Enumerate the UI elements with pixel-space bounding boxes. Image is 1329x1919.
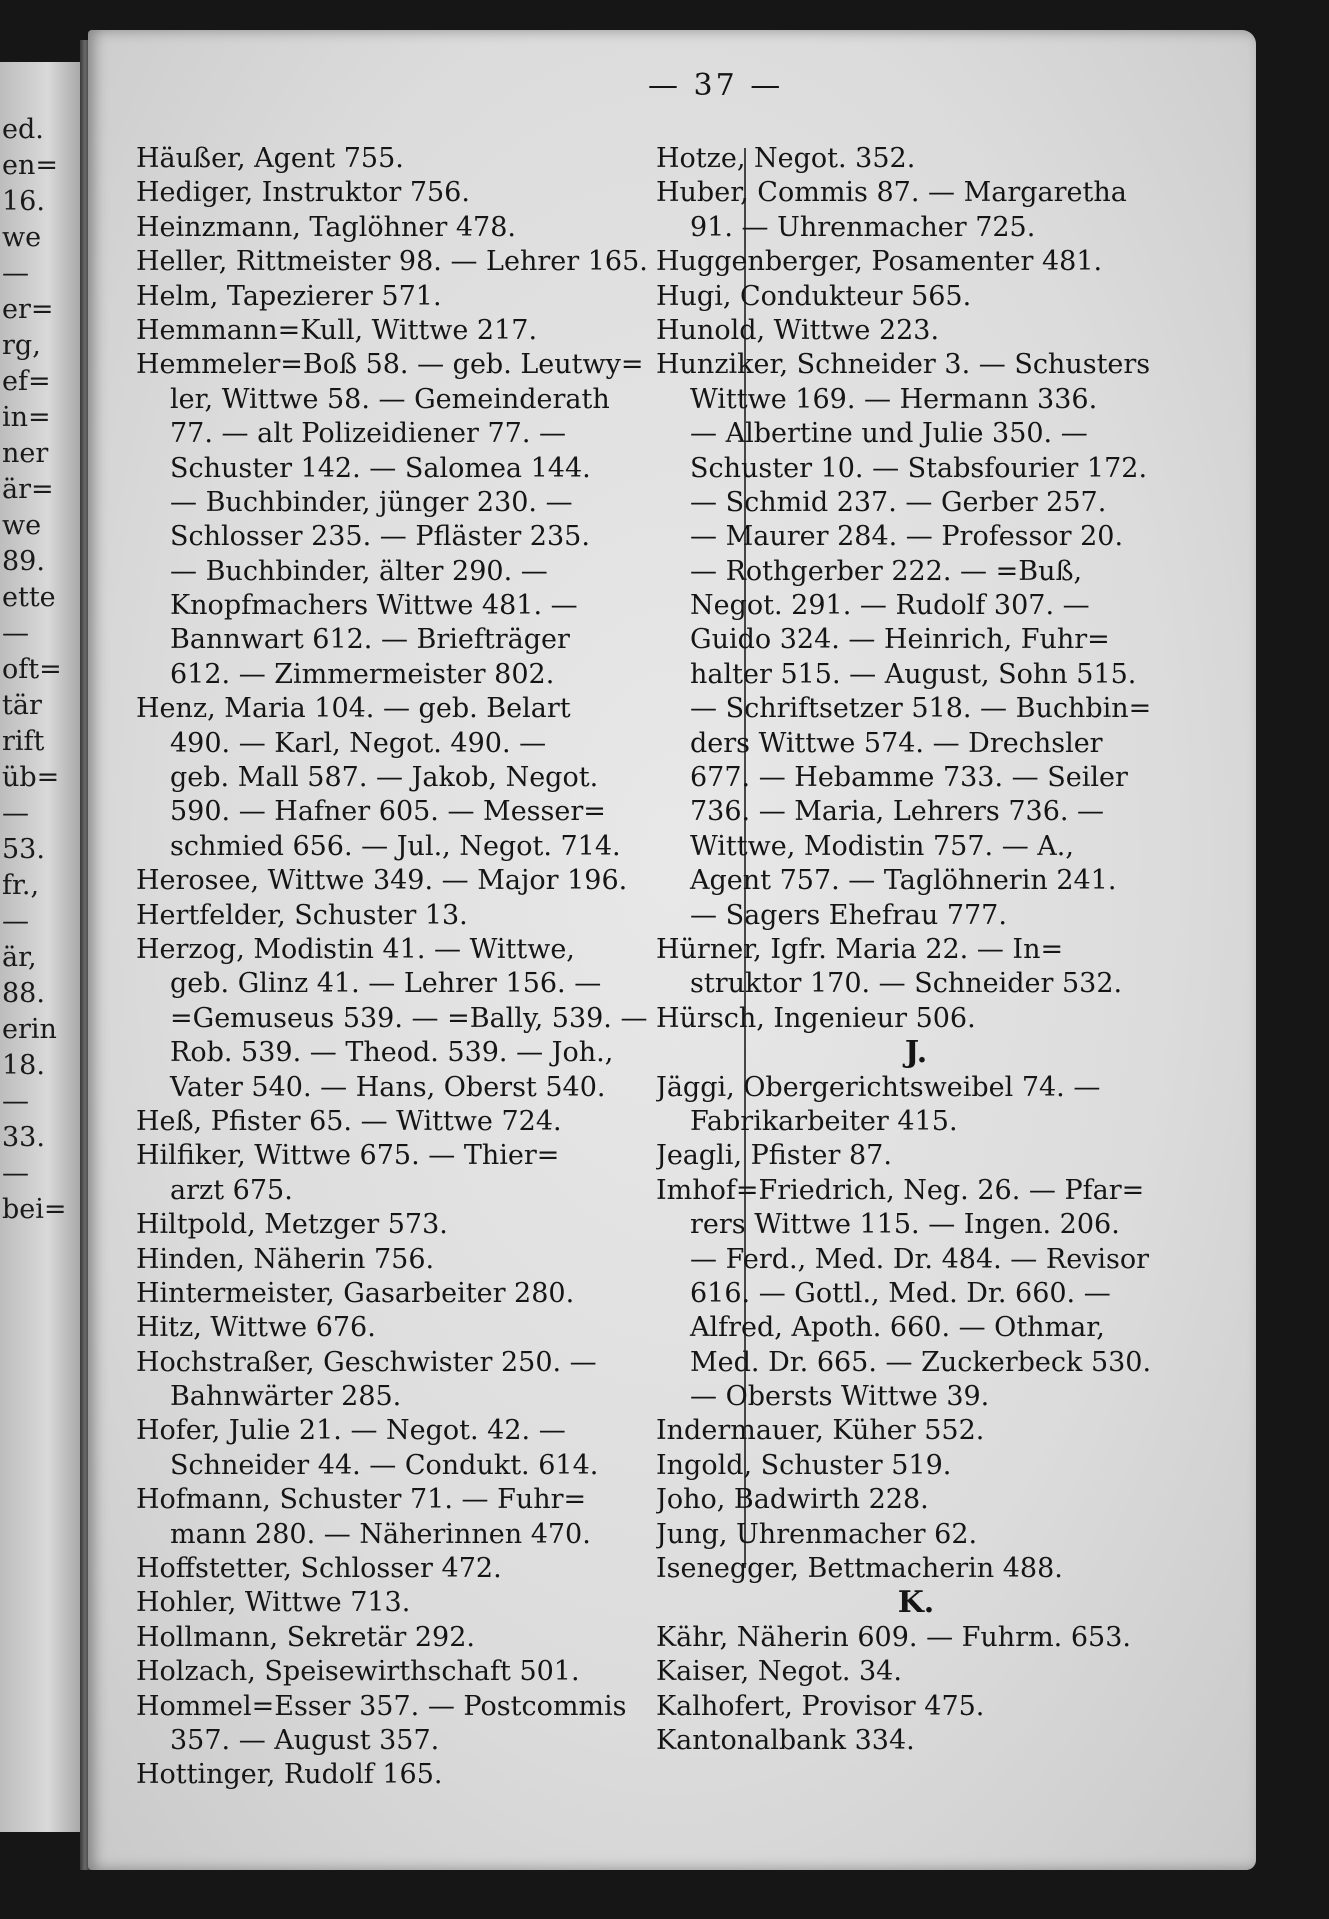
directory-entry: Kaiser, Negot. 34. — [656, 1656, 902, 1688]
directory-entry: Hofer, Julie 21. — Negot. 42. — — [136, 1415, 566, 1447]
left-page-fragment: är, — [2, 942, 37, 973]
left-page-fragment: we — [2, 510, 42, 541]
left-page-edge — [0, 62, 80, 1832]
directory-entry: Hiltpold, Metzger 573. — [136, 1209, 448, 1241]
directory-entry: — Ferd., Med. Dr. 484. — Revisor — [690, 1243, 1150, 1275]
directory-entry: =Gemuseus 539. — =Bally, 539. — — [170, 1002, 648, 1034]
directory-entry: Schlosser 235. — Pfläster 235. — [170, 521, 590, 553]
directory-entry: 91. — Uhrenmacher 725. — [690, 211, 1036, 243]
directory-entry: Med. Dr. 665. — Zuckerbeck 530. — [690, 1346, 1152, 1378]
directory-entry: — Rothgerber 222. — =Buß, — [690, 555, 1083, 587]
directory-entry: Hochstraßer, Geschwister 250. — — [136, 1346, 597, 1378]
directory-entry: Agent 757. — Taglöhnerin 241. — [690, 865, 1117, 897]
directory-entry: Hommel=Esser 357. — Postcommis — [136, 1690, 627, 1722]
directory-entry: rers Wittwe 115. — Ingen. 206. — [690, 1209, 1120, 1241]
directory-entry: — Albertine und Julie 350. — — [690, 418, 1088, 450]
left-column — [136, 142, 656, 1793]
directory-entry: Ingold, Schuster 519. — [656, 1449, 952, 1481]
left-page-fragment: in= — [2, 402, 51, 433]
directory-entry: geb. Glinz 41. — Lehrer 156. — — [170, 968, 602, 1000]
left-page-fragment: är= — [2, 474, 54, 505]
directory-entry: — Sagers Ehefrau 777. — [690, 899, 1007, 931]
directory-entry: 677. — Hebamme 733. — Seiler — [690, 762, 1128, 794]
directory-entry: mann 280. — Näherinnen 470. — [170, 1518, 591, 1550]
directory-entry: Häußer, Agent 755. — [136, 143, 404, 174]
directory-entry: 490. — Karl, Negot. 490. — — [170, 727, 547, 759]
left-page-fragment: 88. — [2, 978, 45, 1009]
directory-entry: — Buchbinder, älter 290. — — [170, 555, 548, 587]
directory-entry: Hemmann=Kull, Wittwe 217. — [136, 314, 538, 346]
directory-entry: Hottinger, Rudolf 165. — [136, 1759, 443, 1791]
left-page-fragment: 89. — [2, 546, 45, 577]
directory-entry: Hilfiker, Wittwe 675. — Thier= — [136, 1140, 560, 1172]
directory-entry: Hürsch, Ingenieur 506. — [656, 1002, 976, 1034]
directory-entry: Guido 324. — Heinrich, Fuhr= — [690, 624, 1110, 656]
left-page-fragment: en= — [2, 150, 58, 181]
right-column — [656, 142, 1176, 1758]
left-page-fragment: — — [2, 1086, 29, 1117]
directory-entry: Henz, Maria 104. — geb. Belart — [136, 693, 571, 725]
directory-entry: — Schriftsetzer 518. — Buchbin= — [690, 693, 1152, 725]
directory-entry: Hollmann, Sekretär 292. — [136, 1621, 475, 1653]
directory-entry: Hotze, Negot. 352. — [656, 143, 916, 174]
directory-entry: Hugi, Condukteur 565. — [656, 280, 972, 312]
directory-entry: Imhof=Friedrich, Neg. 26. — Pfar= — [656, 1174, 1145, 1206]
directory-entry: Knopfmachers Wittwe 481. — — [170, 590, 578, 622]
directory-entry: 357. — August 357. — [170, 1724, 440, 1756]
directory-entry: Isenegger, Bettmacherin 488. — [656, 1553, 1063, 1585]
directory-entry: 590. — Hafner 605. — Messer= — [170, 796, 606, 828]
left-page-fragment: — — [2, 906, 29, 937]
directory-entry: Herosee, Wittwe 349. — Major 196. — [136, 865, 628, 897]
directory-entry: halter 515. — August, Sohn 515. — [690, 658, 1137, 690]
left-page-fragment: ette — [2, 582, 56, 613]
directory-entry: Jäggi, Obergerichtsweibel 74. — — [656, 1071, 1101, 1103]
directory-entry: Bannwart 612. — Briefträger — [170, 624, 570, 656]
left-page-fragment: ed. — [2, 114, 44, 145]
directory-entry: ders Wittwe 574. — Drechsler — [690, 727, 1103, 759]
directory-entry: Hemmeler=Boß 58. — geb. Leutwy= — [136, 349, 644, 381]
left-page-fragment: rift — [2, 726, 45, 757]
directory-entry: Vater 540. — Hans, Oberst 540. — [170, 1071, 606, 1103]
directory-entry: Jeagli, Pfister 87. — [656, 1140, 892, 1172]
directory-entry: ler, Wittwe 58. — Gemeinderath — [170, 383, 610, 415]
directory-entry: — Maurer 284. — Professor 20. — [690, 521, 1124, 553]
left-page-fragment: fr., — [2, 870, 40, 901]
directory-entry: Negot. 291. — Rudolf 307. — — [690, 590, 1090, 622]
directory-entry: arzt 675. — [170, 1174, 293, 1206]
left-page-fragment: oft= — [2, 654, 62, 685]
directory-page — [88, 30, 1256, 1870]
left-page-fragment: 53. — [2, 834, 45, 865]
left-page-fragment: üb= — [2, 762, 60, 793]
directory-entry: 616. — Gottl., Med. Dr. 660. — — [690, 1277, 1111, 1309]
directory-entry: Hinden, Näherin 756. — [136, 1243, 435, 1275]
directory-entry: Hofmann, Schuster 71. — Fuhr= — [136, 1484, 587, 1516]
left-page-fragment: rg, — [2, 330, 41, 361]
directory-entry: Hediger, Instruktor 756. — [136, 177, 470, 209]
directory-entry: Huber, Commis 87. — Margaretha — [656, 177, 1127, 209]
left-page-fragment: 33. — [2, 1122, 45, 1153]
left-page-fragment: — — [2, 798, 29, 829]
left-page-fragment: 18. — [2, 1050, 45, 1081]
directory-entry: — Schmid 237. — Gerber 257. — [690, 486, 1107, 518]
left-page-fragment: — — [2, 1158, 29, 1189]
left-page-fragment: ner — [2, 438, 49, 469]
directory-entry: Kalhofert, Provisor 475. — [656, 1690, 985, 1722]
directory-entry: Alfred, Apoth. 660. — Othmar, — [690, 1312, 1105, 1344]
directory-entry: schmied 656. — Jul., Negot. 714. — [170, 830, 621, 862]
directory-entry: Schuster 10. — Stabsfourier 172. — [690, 452, 1148, 484]
left-page-fragment: bei= — [2, 1194, 67, 1225]
left-page-fragment: — — [2, 618, 29, 649]
directory-entry: Hunold, Wittwe 223. — [656, 314, 940, 346]
directory-entry: Bahnwärter 285. — [170, 1381, 402, 1413]
directory-entry: Herzog, Modistin 41. — Wittwe, — [136, 933, 575, 965]
directory-entry: Jung, Uhrenmacher 62. — [656, 1518, 978, 1550]
left-page-fragment: — — [2, 258, 29, 289]
directory-entry: Hertfelder, Schuster 13. — [136, 899, 468, 931]
directory-entry: 77. — alt Polizeidiener 77. — — [170, 418, 566, 450]
directory-entry: 612. — Zimmermeister 802. — [170, 658, 555, 690]
directory-entry: Hohler, Wittwe 713. — [136, 1587, 411, 1619]
directory-entry: Wittwe, Modistin 757. — A., — [690, 830, 1074, 862]
directory-entry: Rob. 539. — Theod. 539. — Joh., — [170, 1037, 614, 1069]
section-letter: J. — [904, 1036, 928, 1071]
directory-entry: Indermauer, Küher 552. — [656, 1415, 985, 1447]
section-letter: K. — [897, 1586, 935, 1621]
directory-entry: Fabrikarbeiter 415. — [690, 1105, 958, 1137]
directory-entry: — Buchbinder, jünger 230. — — [170, 486, 573, 518]
directory-entry: Huggenberger, Posamenter 481. — [656, 246, 1103, 278]
left-page-fragment: 16. — [2, 186, 45, 217]
directory-entry: Wittwe 169. — Hermann 336. — [690, 383, 1098, 415]
left-page-fragment: we — [2, 222, 42, 253]
left-page-fragment: tär — [2, 690, 42, 721]
directory-entry: Kantonalbank 334. — [656, 1724, 915, 1756]
directory-entry: Hürner, Igfr. Maria 22. — In= — [656, 933, 1064, 965]
directory-entry: Helm, Tapezierer 571. — [136, 280, 442, 312]
directory-entry: Hitz, Wittwe 676. — [136, 1312, 376, 1344]
directory-entry: Heß, Pfister 65. — Wittwe 724. — [136, 1105, 562, 1137]
directory-entry: struktor 170. — Schneider 532. — [690, 968, 1123, 1000]
directory-entry: Schuster 142. — Salomea 144. — [170, 452, 591, 484]
directory-entry: Hintermeister, Gasarbeiter 280. — [136, 1277, 575, 1309]
directory-entry: Hunziker, Schneider 3. — Schusters — [656, 349, 1151, 381]
directory-entry: Kähr, Näherin 609. — Fuhrm. 653. — [656, 1621, 1131, 1653]
directory-entry: Holzach, Speisewirthschaft 501. — [136, 1656, 580, 1688]
left-page-fragment: ef= — [2, 366, 51, 397]
left-page-fragment: er= — [2, 294, 54, 325]
directory-entry: geb. Mall 587. — Jakob, Negot. — [170, 762, 599, 794]
directory-entry: Heinzmann, Taglöhner 478. — [136, 211, 516, 243]
page-number: — 37 — — [648, 68, 784, 103]
directory-entry: Hoffstetter, Schlosser 472. — [136, 1553, 502, 1585]
directory-entry: — Obersts Wittwe 39. — [690, 1381, 990, 1413]
directory-entry: 736. — Maria, Lehrers 736. — — [690, 796, 1105, 828]
directory-entry: Heller, Rittmeister 98. — Lehrer 165. — [136, 246, 648, 278]
left-page-fragment: erin — [2, 1014, 57, 1045]
directory-entry: Schneider 44. — Condukt. 614. — [170, 1449, 599, 1481]
directory-entry: Joho, Badwirth 228. — [656, 1484, 929, 1516]
